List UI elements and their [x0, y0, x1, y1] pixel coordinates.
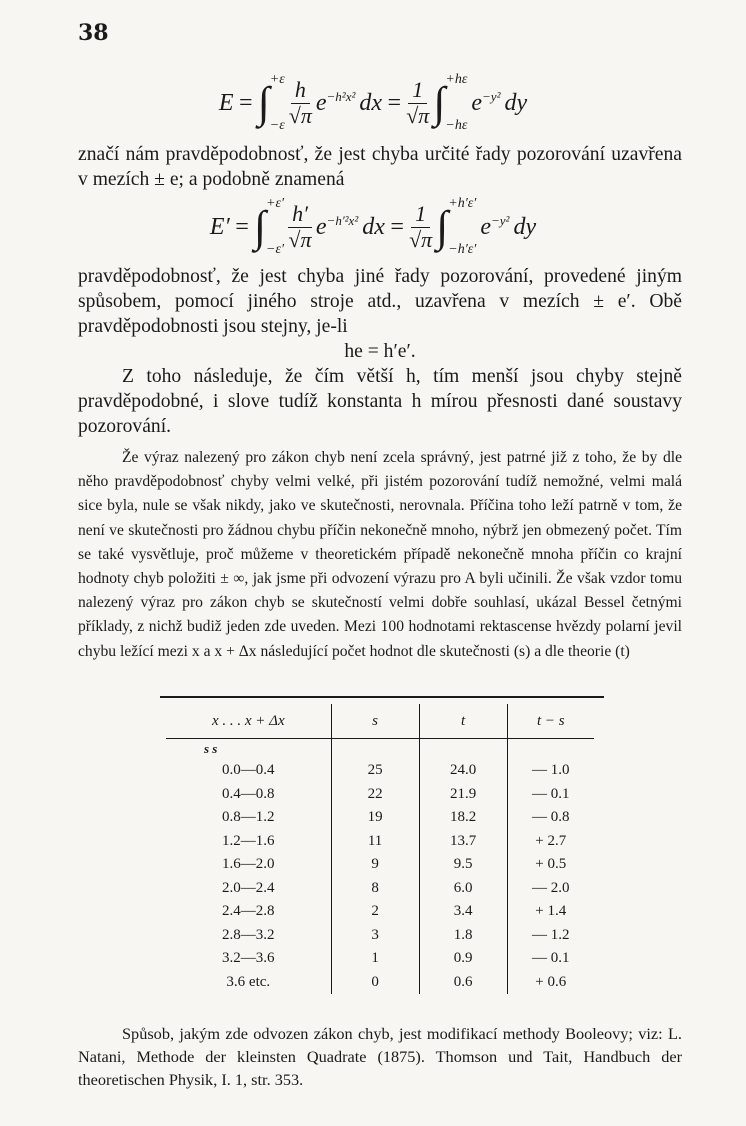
cell-t: 18.2 — [419, 806, 507, 830]
exp-base: e — [471, 90, 483, 116]
exp-power: −h′²x² — [326, 213, 359, 228]
formula-1-lhs: E — [218, 89, 234, 116]
fraction-numerator: 1 — [408, 78, 427, 103]
upper-limit: +h′ε′ — [448, 196, 477, 211]
table-subheader-row — [166, 739, 594, 760]
fraction-denominator: √π — [288, 226, 312, 252]
cell-diff: + 2.7 — [507, 830, 594, 854]
cell-interval: 3.2—3.6 — [222, 950, 275, 967]
constant-fraction — [406, 78, 429, 127]
formula-1 — [0, 72, 746, 134]
table-row — [166, 877, 594, 901]
table-row — [166, 947, 594, 971]
equals-sign: = — [388, 213, 406, 240]
lower-limit: −h′ε′ — [448, 242, 477, 257]
integral-limits — [448, 196, 476, 258]
error-table — [166, 704, 594, 994]
cell-s: 19 — [331, 806, 419, 830]
cell-interval: 0.8—1.2 — [222, 809, 275, 826]
table-row — [166, 971, 594, 995]
cell-t: 24.0 — [419, 759, 507, 783]
cell-diff: — 0.8 — [507, 806, 594, 830]
table-top-rule — [160, 696, 604, 698]
cell-t: 21.9 — [419, 783, 507, 807]
cell-interval: 1.2—1.6 — [222, 832, 275, 849]
header-diff: t − s — [507, 704, 594, 739]
lower-limit: −ε — [269, 118, 285, 133]
header-interval: x . . . x + Δx — [166, 704, 331, 739]
exp-power: −y² — [491, 213, 510, 228]
fraction-numerator: h — [291, 78, 310, 103]
exponential — [316, 89, 356, 117]
cell-s: 1 — [331, 947, 419, 971]
cell-diff: — 0.1 — [507, 947, 594, 971]
cell-t: 1.8 — [419, 924, 507, 948]
subheader-units: s s — [204, 741, 218, 756]
cell-t: 0.9 — [419, 947, 507, 971]
cell-diff: — 1.0 — [507, 759, 594, 783]
fraction-denominator: √π — [406, 102, 430, 128]
cell-s: 22 — [331, 783, 419, 807]
cell-diff: + 1.4 — [507, 900, 594, 924]
differential: dx — [362, 213, 385, 240]
integral-sign: ∫ — [253, 202, 267, 251]
cell-s: 3 — [331, 924, 419, 948]
header-t: t — [419, 704, 507, 739]
paragraph-3: Z toho následuje, že čím větší h, tím menší jsou chyby stejně pravděpodobné, i slove tudíž konstanta h mírou přesnosti dané soustavy pozorování. — [78, 366, 682, 437]
fraction-denominator: √π — [409, 226, 433, 252]
integral-sign: ∫ — [433, 78, 446, 127]
cell-interval: 3.6 etc. — [226, 973, 271, 990]
table-header-row — [166, 704, 594, 739]
table-row — [166, 853, 594, 877]
small-paragraph: Že výraz nalezený pro zákon chyb není zcela správný, jest patrné již z toho, že by dle něho pravděpodobnosť chyby velmi velké, při jistém pozorování tudíž nemožné, velmi malá sice byla, nule se však nikdy, jako ve skutečnosti, nerovnala. Příčina toho leží patrně v tom, že není ve skutečnosti pro žádnou chybu příčin nekonečně mnoho, nýbrž jen obmezený počet. Tím se také vysvětluje, proč můžeme v theoretickém případě nekonečně mnoha příčin co krajní hodnoty chyb položiti ± ∞, jak jsme při odvození výrazu pro A byli učinili. Že však vzdor tomu nalezený výraz pro zákon chyb se skutečností velmi dobře souhlasí, ukázal Bessel četnými příklady, z nichž budiž jeden zde uveden. Mezi 100 hodnotami rektascense hvězdy polarní jevil chybu ležící mezi x a x + Δx následující počet hodnot dle skutečnosti (s) a dle theorie (t) — [78, 449, 682, 660]
differential: dy — [504, 89, 528, 116]
table-row — [166, 783, 594, 807]
fraction-numerator: h′ — [288, 202, 312, 227]
paragraph-1: značí nám pravděpodobnosť, že jest chyba určité řady pozorování uzavřena v mezích ± e; a podobně znamená — [78, 144, 682, 190]
cell-t: 0.6 — [419, 971, 507, 995]
upper-limit: +ε′ — [266, 196, 285, 211]
subheader-blank — [331, 739, 419, 760]
table-row — [166, 900, 594, 924]
equals-sign: = — [386, 89, 403, 116]
integral-limits — [266, 196, 284, 258]
cell-s: 25 — [331, 759, 419, 783]
integrand-fraction — [288, 202, 312, 251]
integral-limits — [270, 72, 285, 134]
equals-sign: = — [233, 213, 250, 240]
exp-base: e — [480, 214, 492, 240]
cell-s: 2 — [331, 900, 419, 924]
footnote: Spůsob, jakým zde odvozen zákon chyb, jest modifikací methody Booleovy; viz: L. Natani, Methode der kleinsten Quadrate (1875). Thomson und Tait, Handbuch der theoretischen Physik, I. 1, str. 353. — [78, 1024, 682, 1089]
cell-diff: — 0.1 — [507, 783, 594, 807]
differential: dx — [359, 89, 383, 116]
cell-diff: + 0.5 — [507, 853, 594, 877]
cell-diff: — 2.0 — [507, 877, 594, 901]
cell-t: 9.5 — [419, 853, 507, 877]
cell-s: 0 — [331, 971, 419, 995]
cell-diff: + 0.6 — [507, 971, 594, 995]
table-row — [166, 759, 594, 783]
upper-limit: +ε — [269, 72, 285, 87]
integrand-fraction — [289, 78, 312, 127]
integral-sign: ∫ — [436, 202, 449, 251]
fraction-numerator: 1 — [411, 202, 430, 227]
cell-interval: 2.0—2.4 — [222, 879, 275, 896]
paragraph-2-equation: he = h′e′. — [344, 341, 416, 362]
integral-limits — [445, 72, 467, 134]
exp-base: e — [315, 214, 327, 240]
exponential — [316, 213, 358, 241]
cell-t: 6.0 — [419, 877, 507, 901]
exp-power: −h²x² — [326, 89, 356, 104]
cell-s: 11 — [331, 830, 419, 854]
equals-sign: = — [237, 89, 254, 116]
subheader-blank — [419, 739, 507, 760]
exponential — [471, 89, 500, 117]
cell-t: 13.7 — [419, 830, 507, 854]
cell-s: 9 — [331, 853, 419, 877]
differential: dy — [513, 213, 537, 240]
cell-diff: — 1.2 — [507, 924, 594, 948]
subheader-blank — [507, 739, 594, 760]
cell-interval: 2.8—3.2 — [222, 926, 275, 943]
lower-limit: −ε′ — [266, 242, 285, 257]
cell-interval: 0.4—0.8 — [222, 785, 275, 802]
cell-interval: 0.0—0.4 — [222, 762, 275, 779]
constant-fraction — [409, 202, 432, 251]
integral-sign: ∫ — [257, 78, 270, 127]
lower-limit: −hε — [445, 118, 468, 133]
table-row — [166, 806, 594, 830]
cell-interval: 2.4—2.8 — [222, 903, 275, 920]
formula-2-lhs: E′ — [209, 213, 230, 240]
exp-power: −y² — [482, 89, 501, 104]
page-number: 38 — [78, 20, 109, 46]
table-row — [166, 830, 594, 854]
fraction-denominator: √π — [288, 102, 312, 128]
paragraph-2: pravděpodobnosť, že jest chyba jiné řady pozorování, provedené jiným spůsobem, pomocí jiného stroje atd., uzavřena v mezích ± e′. Obě pravděpodobnosti jsou stejny, je-li — [78, 266, 682, 337]
upper-limit: +hε — [445, 72, 468, 87]
exponential — [480, 213, 509, 241]
cell-interval: 1.6—2.0 — [222, 856, 275, 873]
formula-2 — [0, 196, 746, 258]
cell-t: 3.4 — [419, 900, 507, 924]
exp-base: e — [315, 90, 327, 116]
header-s: s — [331, 704, 419, 739]
cell-s: 8 — [331, 877, 419, 901]
table-row — [166, 924, 594, 948]
